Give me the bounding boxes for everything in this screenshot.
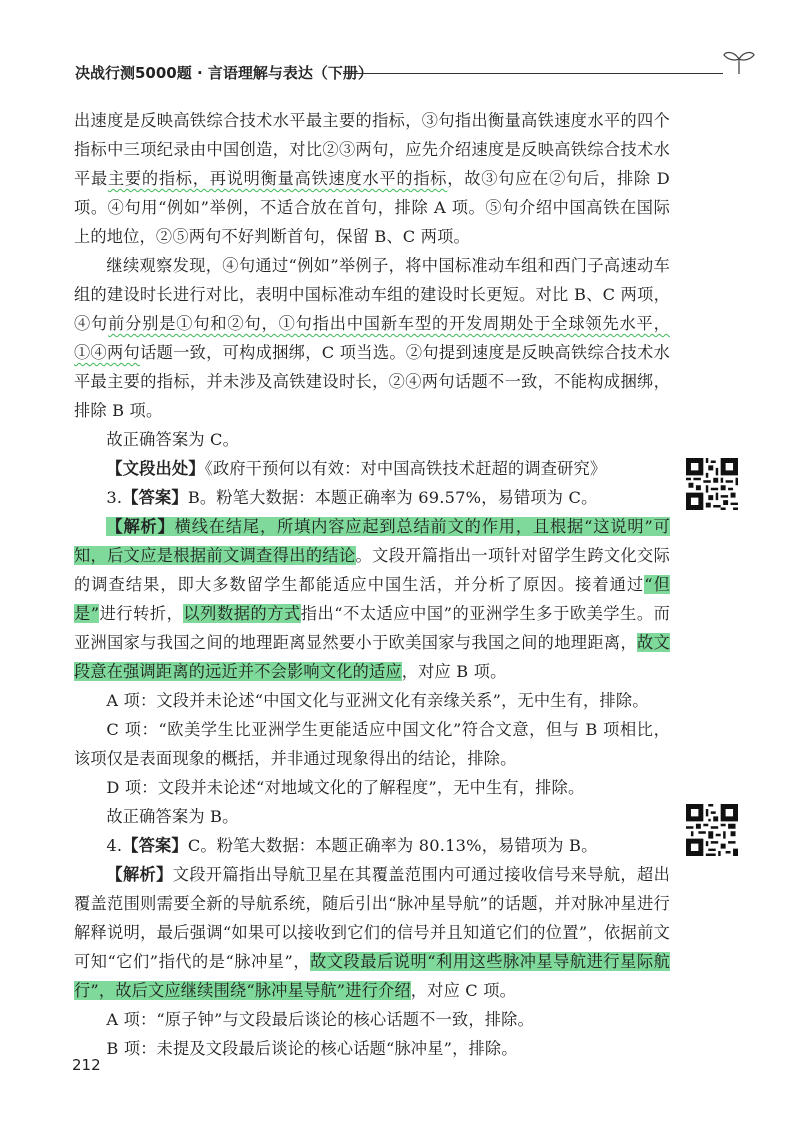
page-content (74, 106, 670, 1063)
paragraph-text: ，故③句应在②句后，排除 D 项。④句用“例如”举例，不适合放在首句，排除 A 项。⑤句介绍中国高铁在国际上的地位，②⑤两句不好判断首句，保留 B、C 两项。 (74, 169, 670, 246)
answer-label: 【答案】 (122, 488, 188, 507)
analysis-text: 进行转折， (99, 604, 184, 623)
underlined-text: 主要的指标，再说明衡量高铁速度水平的指标 (107, 169, 448, 188)
question-number: 4. (106, 836, 123, 855)
highlighted-text: 故文段意在强调距离的远近并不会影响文化的适应 (74, 633, 670, 681)
paragraph-text: 话题一致，可构成捆绑，C 项当选。②句提到速度是反映高铁综合技术水平最主要的指标，并未涉及高铁建设时长，②④两句话题不一致，不能构成捆绑，排除 B 项。 (74, 343, 670, 420)
conclusion-line: 故正确答案为 C。 (106, 430, 240, 449)
highlighted-text: 以列数据的方式 (183, 604, 301, 623)
source-label: 【文段出处】 (106, 459, 205, 478)
source-text: 《政府干预何以有效：对中国高铁技术赶超的调查研究》 (204, 459, 607, 478)
analysis-text: 指出“不太适应中国”的亚洲学生多于欧美学生。而亚洲国家与我国之间的地理距离显然要小于欧美国家与我国之间的地理距离， (74, 604, 671, 652)
option-b-analysis: B 项：未提及文段最后谈论的核心话题“脉冲星”，排除。 (106, 1039, 518, 1058)
option-a-analysis: A 项：文段并未论述“中国文化与亚洲文化有亲缘关系”，无中生有，排除。 (106, 691, 649, 710)
running-header (75, 62, 755, 84)
paragraph (74, 251, 670, 425)
answer-text: B。粉笔大数据：本题正确率为 69.57%，易错项为 C。 (187, 488, 598, 507)
source-line (74, 454, 670, 483)
analysis-text: 。文段开篇指出一项针对留学生跨文化交际的调查结果，即大多数留学生都能适应中国生活，并分析了原因。接着通过 (74, 546, 670, 594)
answer-line-3 (74, 483, 670, 512)
answer-line-4 (74, 831, 670, 860)
question-number: 3. (106, 488, 123, 507)
answer-text: C。粉笔大数据：本题正确率为 80.13%，易错项为 B。 (187, 836, 598, 855)
paragraph (74, 106, 670, 251)
qr-code-icon[interactable] (686, 804, 738, 856)
option-d-analysis: D 项：文段并未论述“对地域文化的了解程度”，无中生有，排除。 (106, 778, 585, 797)
analysis-text: ，对应 B 项。 (401, 662, 507, 681)
underlined-text: 前分别是①句和②句，①句指出中国新车型的开发周期处于全球领先水平，①④两句 (74, 314, 670, 362)
highlighted-text: 横线在结尾，所填内容应起到总结前文的作用，且根据“这说明”可知，后文应是根据前文调查得出的结论 (74, 517, 670, 565)
highlighted-text: 故文段最后说明“利用这些脉冲星导航进行星际航行”，故后文应继续围绕“脉冲星导航”进行介绍 (74, 952, 670, 1000)
header-rule (343, 73, 723, 74)
page-number: 212 (72, 1056, 101, 1074)
analysis-4 (74, 860, 670, 1005)
book-title: 决战行测5000题 · 言语理解与表达（下册） (75, 64, 373, 82)
option-c-analysis: C 项：“欧美学生比亚洲学生更能适应中国文化”符合文意，但与 B 项相比，该项仅是表面现象的概括，并非通过现象得出的结论，排除。 (74, 720, 670, 768)
highlighted-text: “但是” (74, 575, 670, 623)
sprout-icon (719, 46, 759, 76)
analysis-text: ，对应 C 项。 (410, 981, 517, 1000)
conclusion-line: 故正确答案为 B。 (106, 807, 239, 826)
analysis-3 (74, 512, 670, 686)
analysis-text: 文段开篇指出导航卫星在其覆盖范围内可通过接收信号来导航，超出覆盖范围则需要全新的导航系统，随后引出“脉冲星导航”的话题，并对脉冲星进行解释说明，最后强调“如果可以接收到它们的信号并且知道它们的位置”，依据前文可知“它们”指代的是“脉冲星”， (74, 865, 670, 971)
analysis-label: 【解析】 (106, 865, 173, 884)
option-a-analysis: A 项：“原子钟”与文段最后谈论的核心话题不一致，排除。 (106, 1010, 534, 1029)
answer-label: 【答案】 (122, 836, 188, 855)
paragraph-text: 继续观察发现，④句通过“例如”举例子，将中国标准动车组和西门子高速动车组的建设时长进行对比，表明中国标准动车组的建设时长更短。对比 B、C 两项，④句 (74, 256, 670, 333)
qr-code-icon[interactable] (686, 458, 738, 510)
analysis-label: 【解析】 (106, 517, 175, 536)
paragraph-text: 出速度是反映高铁综合技术水平最主要的指标，③句指出衡量高铁速度水平的四个指标中三项纪录由中国创造，对比②③两句，应先介绍速度是反映高铁综合技术水平最 (74, 111, 670, 188)
